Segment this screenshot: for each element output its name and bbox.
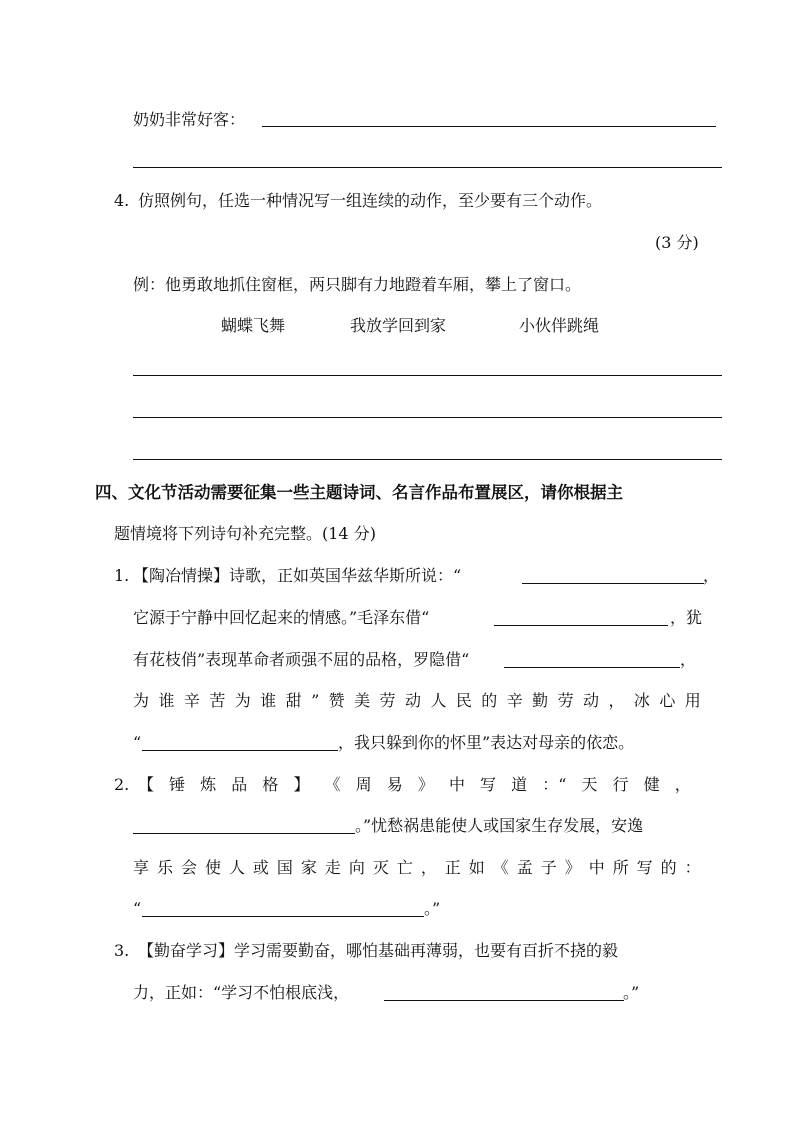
char: 人 bbox=[228, 858, 245, 877]
char: 会 bbox=[180, 858, 197, 877]
char: 赞 bbox=[328, 691, 345, 710]
q4-option-2: 我放学回到家 bbox=[350, 316, 447, 335]
section4-title-line1: 四、文化节活动需要征集一些主题诗词、名言作品布置展区，请你根据主 bbox=[95, 483, 623, 502]
char: 道 bbox=[511, 775, 528, 794]
q4-question: 仿照例句，任选一种情况写一组连续的动作，至少要有三个动作。 bbox=[138, 191, 603, 210]
item1-line5-prefix: “ bbox=[133, 733, 142, 752]
grandma-prompt: 奶奶非常好客： bbox=[133, 110, 246, 129]
char: 美 bbox=[354, 691, 371, 710]
char: 勤 bbox=[532, 691, 549, 710]
char: 辛 bbox=[506, 691, 523, 710]
q4-option-3: 小伙伴跳绳 bbox=[519, 316, 600, 335]
char: 行 bbox=[612, 775, 629, 794]
item2-line3 bbox=[133, 858, 701, 878]
char: 天 bbox=[581, 775, 598, 794]
item1-line1-comma: ， bbox=[703, 566, 720, 585]
item2-blank-2[interactable] bbox=[142, 916, 424, 917]
char: 谁 bbox=[158, 691, 175, 710]
char: 家 bbox=[300, 858, 317, 877]
char: 或 bbox=[252, 858, 269, 877]
item2-blank-1[interactable] bbox=[133, 833, 355, 834]
char: ：“ bbox=[542, 775, 567, 794]
q4-option-1: 蝴蝶飞舞 bbox=[221, 316, 286, 335]
char: 中 bbox=[588, 858, 605, 877]
char: 所 bbox=[612, 858, 629, 877]
q4-number: 4. bbox=[114, 191, 130, 210]
char: ， bbox=[420, 858, 437, 877]
char: 的 bbox=[660, 858, 677, 877]
char: 品 bbox=[231, 775, 248, 794]
item1-blank-4[interactable] bbox=[142, 750, 338, 751]
char: 动 bbox=[583, 691, 600, 710]
char: 锤 bbox=[169, 775, 186, 794]
section4-title-line2: 题情境将下列诗句补充完整。(14 分) bbox=[114, 524, 376, 543]
item1-line4 bbox=[133, 691, 701, 711]
item1-blank-2[interactable] bbox=[494, 625, 668, 626]
char: 谁 bbox=[260, 691, 277, 710]
char: 向 bbox=[348, 858, 365, 877]
char: 动 bbox=[404, 691, 421, 710]
char: 》 bbox=[564, 858, 581, 877]
char: 健 bbox=[643, 775, 660, 794]
item1-line3-comma: ， bbox=[680, 650, 697, 669]
char: 周 bbox=[355, 775, 372, 794]
char: 苦 bbox=[209, 691, 226, 710]
char: 为 bbox=[234, 691, 251, 710]
item3-line2-suffix: 。” bbox=[623, 983, 640, 1002]
item3-blank-1[interactable] bbox=[384, 1000, 624, 1001]
char: 《 bbox=[324, 775, 341, 794]
q4-score: (3 分) bbox=[655, 233, 699, 252]
item1-line1-prefix: 【陶冶情操】诗歌，正如英国华兹华斯所说：“ bbox=[133, 566, 462, 585]
char: 《 bbox=[492, 858, 509, 877]
char: 民 bbox=[455, 691, 472, 710]
char: 享 bbox=[133, 858, 150, 877]
answer-blank-grandma[interactable] bbox=[262, 126, 716, 127]
char: 亡 bbox=[396, 858, 413, 877]
char: 的 bbox=[481, 691, 498, 710]
item1-line2-prefix: 它源于宁静中回忆起来的情感。”毛泽东借“ bbox=[133, 608, 430, 627]
item1-line5-suffix: ，我只躲到你的怀里”表达对母亲的依恋。 bbox=[338, 733, 635, 752]
char: 》 bbox=[417, 775, 434, 794]
char: 用 bbox=[684, 691, 701, 710]
char: 子 bbox=[540, 858, 557, 877]
char: 如 bbox=[468, 858, 485, 877]
item2-line2-suffix: 。”忧愁祸患能使人或国家生存发展，安逸 bbox=[355, 816, 644, 835]
item3-line2-prefix: 力，正如：“学习不怕根底浅， bbox=[133, 983, 350, 1002]
q4-answer-line-1[interactable] bbox=[133, 375, 722, 376]
item3-number: 3. bbox=[114, 941, 130, 960]
item2-line4-suffix: 。” bbox=[424, 899, 441, 918]
char: 】 bbox=[293, 775, 310, 794]
char: 甜 bbox=[285, 691, 302, 710]
char: 冰 bbox=[633, 691, 650, 710]
item1-blank-1[interactable] bbox=[522, 583, 704, 584]
char: ： bbox=[684, 858, 701, 877]
char: 中 bbox=[448, 775, 465, 794]
item2-line4-prefix: “ bbox=[133, 899, 142, 918]
char: ， bbox=[674, 775, 691, 794]
char: 乐 bbox=[156, 858, 173, 877]
char: 易 bbox=[386, 775, 403, 794]
char: 灭 bbox=[372, 858, 389, 877]
char: 国 bbox=[276, 858, 293, 877]
answer-line-grandma-2[interactable] bbox=[133, 167, 722, 168]
item1-number: 1. bbox=[114, 566, 130, 585]
char: ， bbox=[608, 691, 625, 710]
char: 格 bbox=[262, 775, 279, 794]
item1-line3-prefix: 有花枝俏”表现革命者顽强不屈的品格，罗隐借“ bbox=[133, 650, 470, 669]
q4-answer-line-2[interactable] bbox=[133, 417, 722, 418]
char: 使 bbox=[204, 858, 221, 877]
char: 劳 bbox=[379, 691, 396, 710]
char: 辛 bbox=[183, 691, 200, 710]
char: 写 bbox=[480, 775, 497, 794]
char: 孟 bbox=[516, 858, 533, 877]
item1-line2-suffix: ，犹 bbox=[670, 608, 703, 627]
char: 炼 bbox=[200, 775, 217, 794]
item2-line1 bbox=[138, 775, 691, 795]
item3-line1: 【勤奋学习】学习需要勤奋，哪怕基础再薄弱，也要有百折不挠的毅 bbox=[138, 941, 619, 960]
q4-example: 例：他勇敢地抓住窗框，两只脚有力地蹬着车厢，攀上了窗口。 bbox=[133, 275, 582, 294]
char: 人 bbox=[430, 691, 447, 710]
char: 走 bbox=[324, 858, 341, 877]
char: ” bbox=[311, 691, 320, 710]
char: 【 bbox=[138, 775, 155, 794]
char: 心 bbox=[659, 691, 676, 710]
char: 劳 bbox=[557, 691, 574, 710]
char: 为 bbox=[133, 691, 150, 710]
item2-number: 2. bbox=[114, 775, 130, 794]
char: 写 bbox=[636, 858, 653, 877]
item1-blank-3[interactable] bbox=[504, 667, 680, 668]
char: 正 bbox=[444, 858, 461, 877]
q4-answer-line-3[interactable] bbox=[133, 459, 722, 460]
